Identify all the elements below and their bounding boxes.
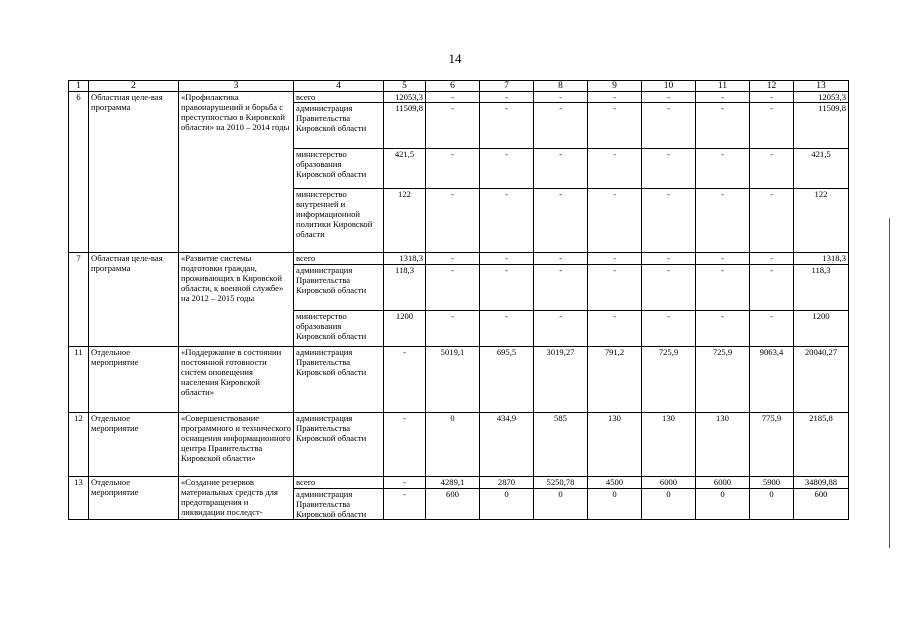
table-cell: «Совершенствование программного и технического оснащения информационного центра Правительства Кировской области» — [179, 413, 294, 477]
table-cell: 0 — [426, 413, 480, 477]
table-cell: 5900 — [750, 477, 794, 489]
table-cell: - — [588, 253, 642, 265]
table-cell: Областная целе-вая программа — [89, 253, 179, 347]
table-cell: - — [480, 189, 534, 253]
header-cell: 3 — [179, 81, 294, 92]
table-cell: - — [534, 189, 588, 253]
table-cell: - — [696, 189, 750, 253]
header-cell: 1 — [69, 81, 89, 92]
table-cell: - — [384, 477, 426, 489]
table-row — [69, 253, 849, 265]
header-cell: 2 — [89, 81, 179, 92]
header-cell: 9 — [588, 81, 642, 92]
table-cell: - — [642, 253, 696, 265]
table-cell: 1200 — [384, 311, 426, 347]
table-cell: - — [588, 92, 642, 103]
table-cell: - — [534, 92, 588, 103]
table-cell: - — [426, 103, 480, 149]
table-cell: 6 — [69, 92, 89, 253]
table-cell: 585 — [534, 413, 588, 477]
table-cell: 11509,8 — [384, 103, 426, 149]
table-cell: 725,9 — [642, 347, 696, 413]
table-cell: - — [426, 265, 480, 311]
header-cell: 10 — [642, 81, 696, 92]
header-cell: 6 — [426, 81, 480, 92]
table-cell: министерство образования Кировской области — [294, 311, 384, 347]
table-cell: 6000 — [642, 477, 696, 489]
table-cell: - — [426, 149, 480, 189]
table-cell: - — [588, 265, 642, 311]
table-cell: - — [750, 311, 794, 347]
scan-edge-line — [889, 218, 890, 548]
table-cell: - — [696, 149, 750, 189]
table-cell: 1318,3 — [794, 253, 849, 265]
table-cell: - — [642, 265, 696, 311]
table-cell: - — [642, 311, 696, 347]
table-cell: - — [426, 92, 480, 103]
table-cell: - — [534, 149, 588, 189]
table-cell: - — [750, 149, 794, 189]
table-cell: 2870 — [480, 477, 534, 489]
table-cell: администрация Правительства Кировской области — [294, 103, 384, 149]
table-cell: 11 — [69, 347, 89, 413]
table-cell: 791,2 — [588, 347, 642, 413]
table-cell: всего — [294, 92, 384, 103]
table-cell: 118,3 — [384, 265, 426, 311]
budget-table — [68, 80, 849, 520]
table-cell: «Поддержание в состоянии постоянной готовности систем оповещения населения Кировской области» — [179, 347, 294, 413]
table-cell: - — [480, 311, 534, 347]
table-cell: - — [696, 311, 750, 347]
table-cell: 20040,27 — [794, 347, 849, 413]
table-cell: 9063,4 — [750, 347, 794, 413]
page-number: 14 — [448, 51, 462, 66]
table-cell: 130 — [642, 413, 696, 477]
table-cell: Отдельное мероприятие — [89, 413, 179, 477]
table-cell: - — [750, 189, 794, 253]
table-cell: 695,5 — [480, 347, 534, 413]
table-cell: 5019,1 — [426, 347, 480, 413]
table-cell: - — [480, 92, 534, 103]
table-cell: - — [696, 92, 750, 103]
table-cell: 0 — [696, 489, 750, 520]
table-cell: 122 — [384, 189, 426, 253]
table-cell: - — [642, 103, 696, 149]
table-cell: 0 — [480, 489, 534, 520]
table-cell: 4289,1 — [426, 477, 480, 489]
table-cell: - — [426, 189, 480, 253]
table-cell: - — [642, 149, 696, 189]
table-row — [69, 347, 849, 413]
header-cell: 13 — [794, 81, 849, 92]
table-cell: - — [534, 265, 588, 311]
table-cell: 0 — [750, 489, 794, 520]
table-cell: - — [750, 253, 794, 265]
header-cell: 4 — [294, 81, 384, 92]
table-cell: 3019,27 — [534, 347, 588, 413]
table-cell: 421,5 — [384, 149, 426, 189]
table-cell: 0 — [588, 489, 642, 520]
table-cell: Областная целе-вая программа — [89, 92, 179, 253]
table-cell: 12053,3 — [384, 92, 426, 103]
table-cell: - — [426, 311, 480, 347]
table-cell: - — [534, 103, 588, 149]
table-cell: 600 — [426, 489, 480, 520]
table-cell: 130 — [696, 413, 750, 477]
table-cell: администрация Правительства Кировской области — [294, 489, 384, 520]
header-cell: 8 — [534, 81, 588, 92]
table-cell: Отдельное мероприятие — [89, 477, 179, 520]
table-cell: 434,9 — [480, 413, 534, 477]
table-cell: - — [750, 103, 794, 149]
table-cell: 122 — [794, 189, 849, 253]
table-cell: 725,9 — [696, 347, 750, 413]
table-cell: администрация Правительства Кировской области — [294, 413, 384, 477]
table-cell: - — [426, 253, 480, 265]
table-cell: 5250,78 — [534, 477, 588, 489]
table-cell: - — [750, 92, 794, 103]
table-cell: 0 — [642, 489, 696, 520]
header-cell: 11 — [696, 81, 750, 92]
table-cell: 1200 — [794, 311, 849, 347]
table-cell: - — [480, 253, 534, 265]
table-cell: министерство внутренней и информационной политики Кировской области — [294, 189, 384, 253]
table-cell: всего — [294, 253, 384, 265]
table-cell: 7 — [69, 253, 89, 347]
table-cell: 34809,88 — [794, 477, 849, 489]
table-cell: всего — [294, 477, 384, 489]
table-cell: - — [696, 103, 750, 149]
table-cell: министерство образования Кировской области — [294, 149, 384, 189]
table-cell: 0 — [534, 489, 588, 520]
table-row — [69, 92, 849, 103]
table-cell: - — [588, 311, 642, 347]
table-cell: 421,5 — [794, 149, 849, 189]
table-cell: - — [642, 92, 696, 103]
table-cell: администрация Правительства Кировской области — [294, 265, 384, 311]
table-cell: 2185,8 — [794, 413, 849, 477]
table-cell: - — [588, 149, 642, 189]
table-row — [69, 413, 849, 477]
table-cell: 13 — [69, 477, 89, 520]
table-row — [69, 477, 849, 489]
table-cell: 600 — [794, 489, 849, 520]
table-cell: - — [480, 265, 534, 311]
table-cell: - — [696, 253, 750, 265]
table-cell: - — [384, 413, 426, 477]
table-cell: 4500 — [588, 477, 642, 489]
table-cell: 1318,3 — [384, 253, 426, 265]
table-cell: - — [480, 103, 534, 149]
table-cell: 12053,3 — [794, 92, 849, 103]
header-cell: 7 — [480, 81, 534, 92]
table-cell: - — [534, 253, 588, 265]
table-cell: - — [384, 347, 426, 413]
table-cell: администрация Правительства Кировской области — [294, 347, 384, 413]
header-cell: 12 — [750, 81, 794, 92]
table-cell: 130 — [588, 413, 642, 477]
table-cell: - — [384, 489, 426, 520]
table-cell: 11509,8 — [794, 103, 849, 149]
table-cell: 12 — [69, 413, 89, 477]
table-cell: Отдельное мероприятие — [89, 347, 179, 413]
table-cell: «Развитие системы подготовки граждан, проживающих в Кировской области, к военной службе» на 2012 – 2015 годы — [179, 253, 294, 347]
table-header-row — [69, 81, 849, 92]
table-cell: - — [588, 103, 642, 149]
table-cell: - — [642, 189, 696, 253]
table-cell: 118,3 — [794, 265, 849, 311]
table-cell: - — [588, 189, 642, 253]
header-cell: 5 — [384, 81, 426, 92]
table-cell: - — [534, 311, 588, 347]
table-cell: «Создание резервов материальных средств для предотвращения и ликвидации последст- — [179, 477, 294, 520]
table-cell: - — [696, 265, 750, 311]
table-cell: - — [480, 149, 534, 189]
table-cell: - — [750, 265, 794, 311]
table-cell: 6000 — [696, 477, 750, 489]
table-cell: 775,9 — [750, 413, 794, 477]
table-cell: «Профилактика правонарушений и борьба с преступностью в Кировской области» на 2010 – 2014 годы — [179, 92, 294, 253]
